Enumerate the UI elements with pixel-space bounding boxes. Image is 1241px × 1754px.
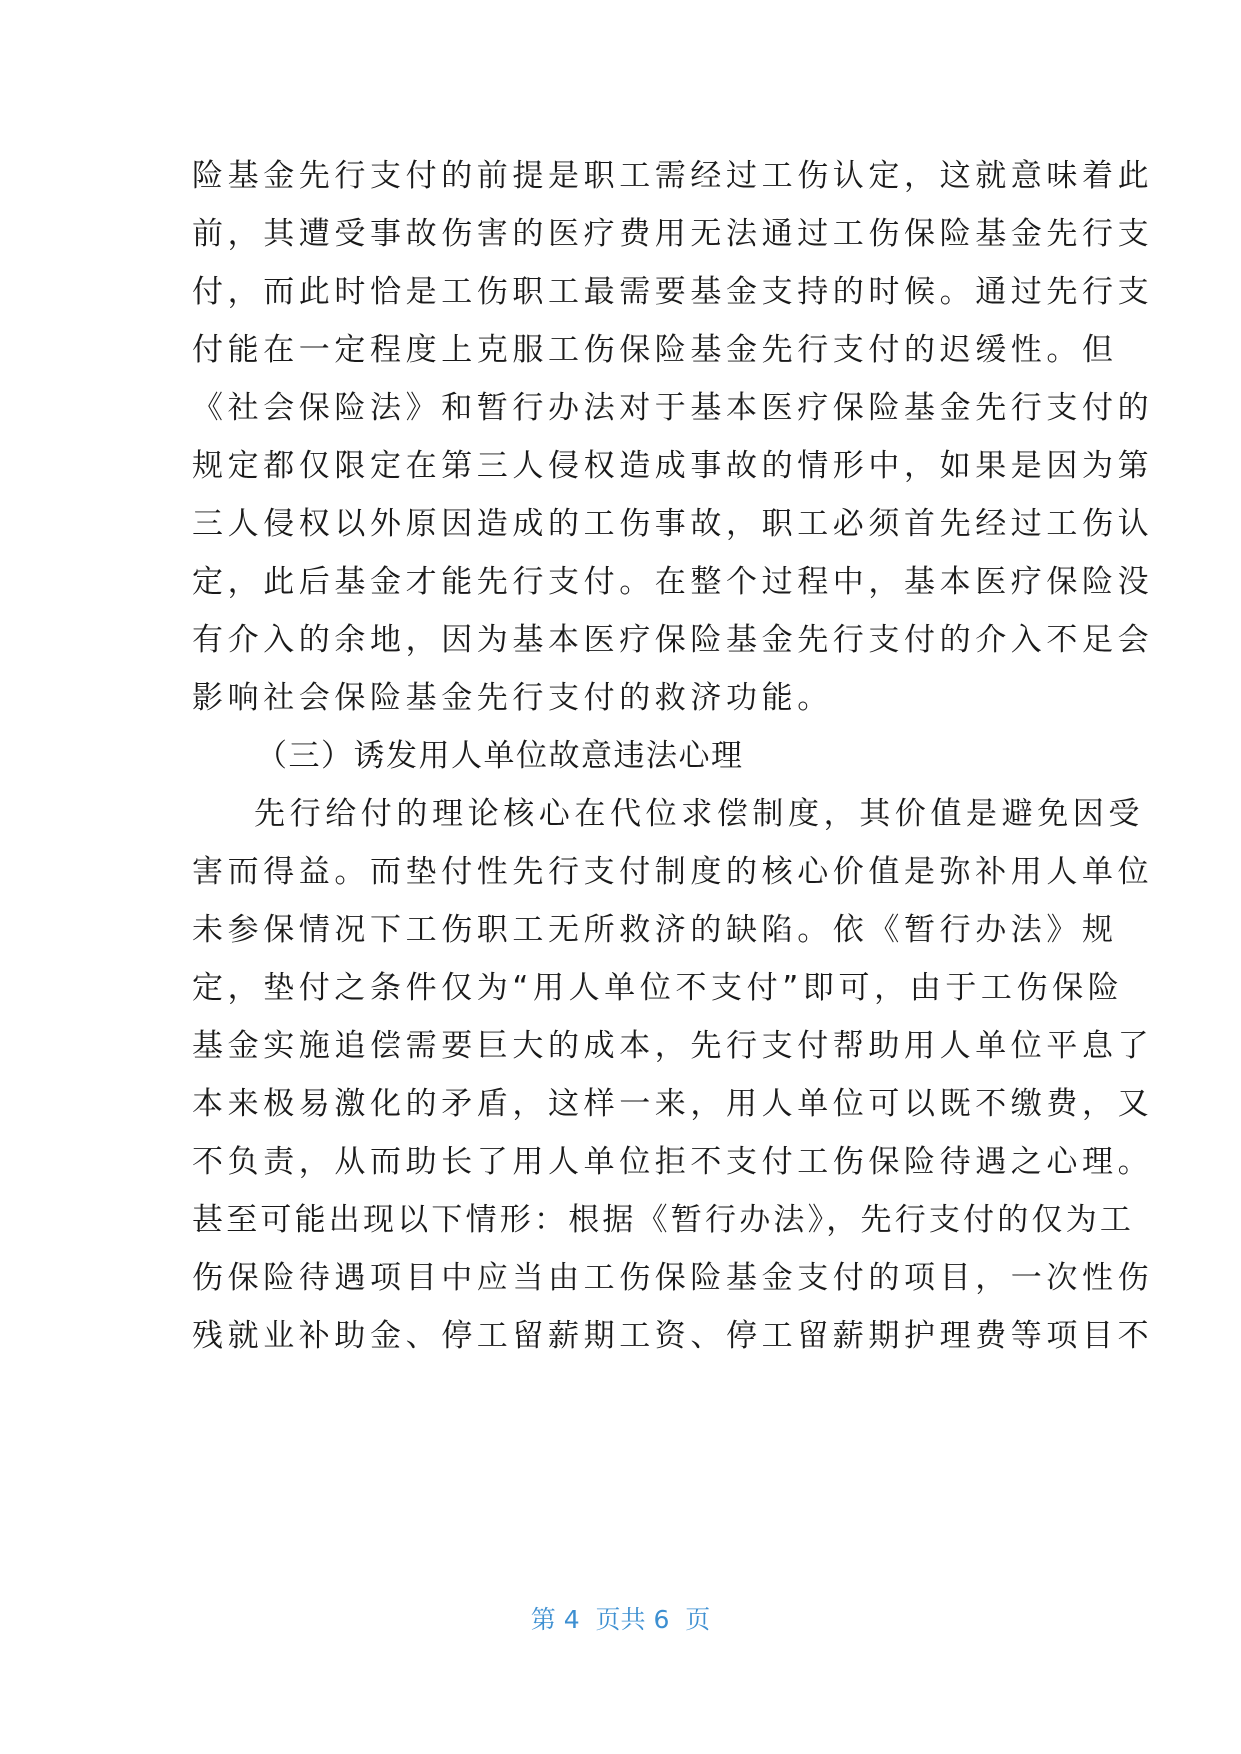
text-line: 定，此后基金才能先行支付。在整个过程中，基本医疗保险没 (192, 564, 1154, 600)
text-line: 付能在一定程度上克服工伤保险基金先行支付的迟缓性。但 (192, 332, 1118, 368)
text-line: 规定都仅限定在第三人侵权造成事故的情形中，如果是因为第 (192, 448, 1154, 484)
text-line: 基金实施追偿需要巨大的成本，先行支付帮助用人单位平息了 (192, 1028, 1154, 1064)
text-line: 先行给付的理论核心在代位求偿制度，其价值是避免因受 (254, 796, 1144, 832)
text-line: 未参保情况下工伤职工无所救济的缺陷。依《暂行办法》规 (192, 912, 1118, 948)
text-line: 不负责，从而助长了用人单位拒不支付工伤保险待遇之心理。 (192, 1144, 1154, 1180)
text-line: 残就业补助金、停工留薪期工资、停工留薪期护理费等项目不 (192, 1318, 1154, 1354)
text-line: 《社会保险法》和暂行办法对于基本医疗保险基金先行支付的 (192, 390, 1154, 426)
text-line: 三人侵权以外原因造成的工伤事故，职工必须首先经过工伤认 (192, 506, 1154, 542)
text-line: 本来极易激化的矛盾，这样一来，用人单位可以既不缴费，又 (192, 1086, 1154, 1122)
text-line: 影响社会保险基金先行支付的救济功能。 (192, 680, 833, 716)
text-line: 定，垫付之条件仅为“用人单位不支付”即可，由于工伤保险 (192, 970, 1124, 1006)
page-number-footer: 第 4 页共 6 页 (530, 1605, 711, 1634)
section-heading: （三）诱发用人单位故意违法心理 (256, 738, 744, 774)
text-line: 付，而此时恰是工伤职工最需要基金支持的时候。通过先行支 (192, 274, 1154, 310)
text-line: 甚至可能出现以下情形：根据《暂行办法》，先行支付的仅为工 (192, 1202, 1135, 1238)
text-line: 有介入的余地，因为基本医疗保险基金先行支付的介入不足会 (192, 622, 1154, 658)
text-line: 险基金先行支付的前提是职工需经过工伤认定，这就意味着此 (192, 158, 1154, 194)
text-line: 伤保险待遇项目中应当由工伤保险基金支付的项目，一次性伤 (192, 1260, 1154, 1296)
text-line: 害而得益。而垫付性先行支付制度的核心价值是弥补用人单位 (192, 854, 1154, 890)
text-line: 前，其遭受事故伤害的医疗费用无法通过工伤保险基金先行支 (192, 216, 1154, 252)
